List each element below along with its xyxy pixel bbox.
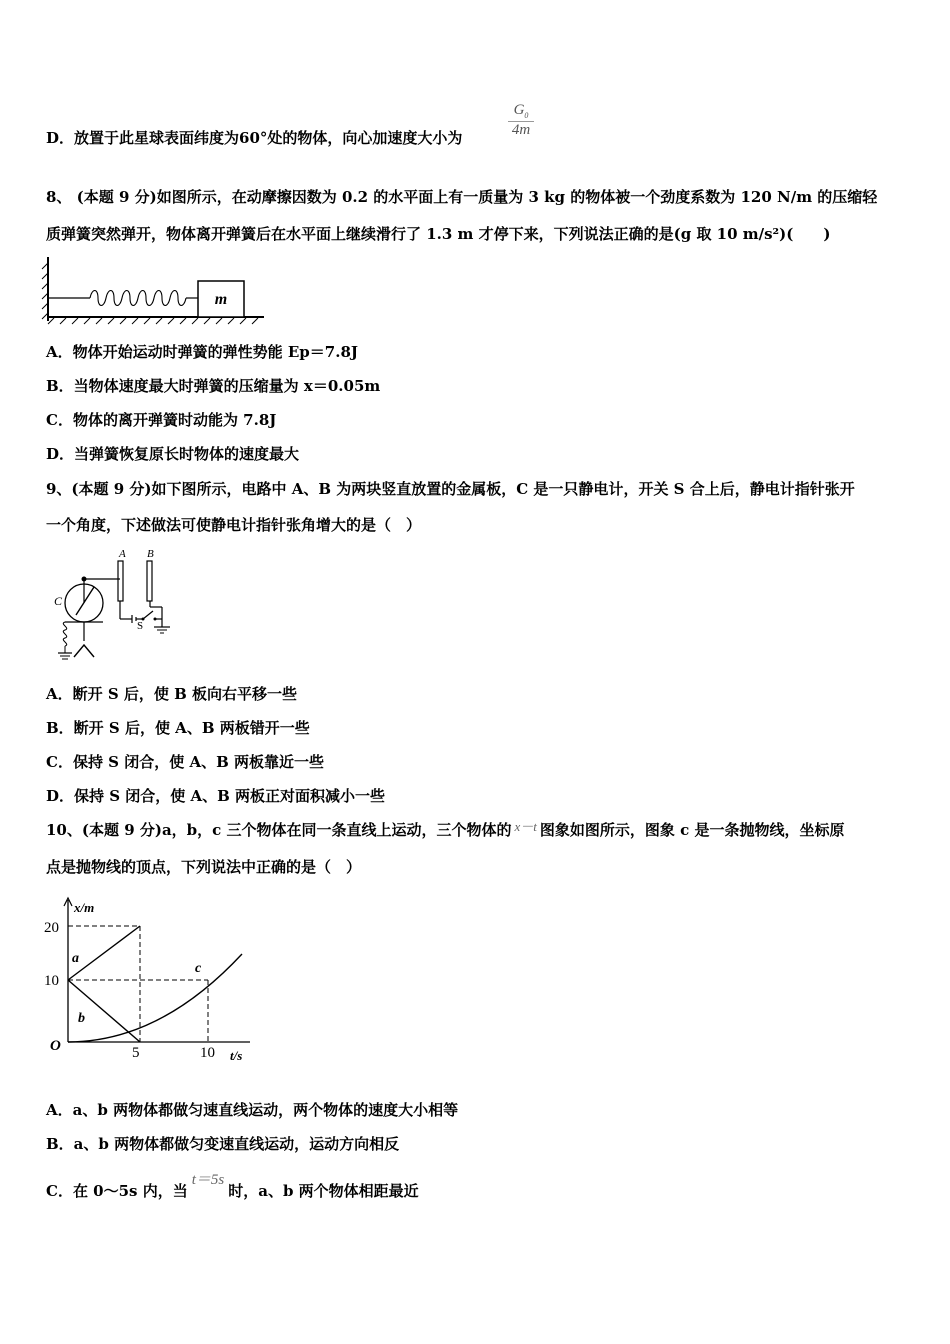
q8-option-b: B．当物体速度最大时弹簧的压缩量为 x＝0.05m bbox=[46, 377, 381, 395]
q10-stem-line1-post: 图象如图所示，图象 c 是一条抛物线，坐标原 bbox=[539, 821, 845, 839]
q9-option-b: B．断开 S 后，使 A、B 两板错开一些 bbox=[46, 719, 310, 737]
q9-label-c: C bbox=[54, 594, 63, 608]
q8-option-a: A．物体开始运动时弹簧的弹性势能 Ep＝7.8J bbox=[46, 343, 358, 361]
q10-origin: O bbox=[50, 1038, 61, 1054]
q7-fraction bbox=[508, 102, 534, 139]
q9-label-s: S bbox=[137, 620, 144, 632]
q7-option-d-text: D．放置于此星球表面纬度为60°处的物体，向心加速度大小为 bbox=[46, 129, 463, 147]
q9-stem-line1: 9、(本题 9 分)如下图所示，电路中 A、B 为两块竖直放置的金属板，C 是一只静电计，开关 S 合上后，静电计指针张开 bbox=[46, 480, 855, 498]
q10-stem-line2: 点是抛物线的顶点，下列说法中正确的是（ ） bbox=[46, 858, 362, 876]
q10-option-b: B．a、b 两物体都做匀变速直线运动，运动方向相反 bbox=[46, 1135, 400, 1153]
q10-stem-math: x－t bbox=[514, 819, 537, 834]
q8-stem-line1: 8、 (本题 9 分)如图所示，在动摩擦因数为 0.2 的水平面上有一质量为 3 kg 的物体被一个劲度系数为 120 N/m 的压缩轻 bbox=[46, 188, 878, 206]
q10-curve-a-label: a bbox=[72, 951, 79, 966]
q10-ytick-20: 20 bbox=[44, 920, 59, 936]
q10-option-c bbox=[46, 1172, 419, 1202]
q7-frac-den: 4m bbox=[511, 122, 531, 138]
q10-option-c-pre: C．在 0～5s 内，当 bbox=[46, 1182, 188, 1200]
q8-spring-figure bbox=[40, 255, 270, 327]
q10-curve-b-label: b bbox=[78, 1011, 85, 1026]
q7-option-d bbox=[46, 128, 462, 148]
q8-option-c: C．物体的离开弹簧时动能为 7.8J bbox=[46, 411, 277, 429]
q10-option-c-math: t＝5s bbox=[191, 1172, 225, 1188]
q10-ylabel: x/m bbox=[74, 900, 95, 915]
q8-option-d: D．当弹簧恢复原长时物体的速度最大 bbox=[46, 445, 300, 463]
q9-option-d: D．保持 S 闭合，使 A、B 两板正对面积减小一些 bbox=[46, 787, 386, 805]
q9-option-a: A．断开 S 后，使 B 板向右平移一些 bbox=[46, 685, 298, 703]
q10-option-a: A．a、b 两物体都做匀速直线运动，两个物体的速度大小相等 bbox=[46, 1101, 459, 1119]
q9-label-a: A bbox=[119, 548, 126, 560]
q9-label-b: B bbox=[147, 548, 154, 560]
q7-frac-num-sub: 0 bbox=[524, 111, 529, 120]
q10-stem-line1 bbox=[46, 820, 845, 841]
q9-circuit-figure bbox=[40, 545, 180, 667]
q10-xtick-5: 5 bbox=[132, 1045, 140, 1061]
q9-stem-line2: 一个角度，下述做法可使静电计指针张角增大的是（ ） bbox=[46, 516, 422, 534]
q8-mass-label: m bbox=[214, 291, 228, 308]
q10-xt-graph bbox=[40, 892, 260, 1067]
q10-stem-line1-pre: 10、(本题 9 分)a，b，c 三个物体在同一条直线上运动，三个物体的 bbox=[46, 821, 512, 839]
q10-ytick-10: 10 bbox=[44, 973, 59, 989]
q10-option-c-post: 时，a、b 两个物体相距最近 bbox=[228, 1182, 419, 1200]
q10-xlabel: t/s bbox=[230, 1048, 243, 1063]
q8-stem-line2: 质弹簧突然弹开，物体离开弹簧后在水平面上继续滑行了 1.3 m 才停下来，下列说法正确的是(g 取 10 m/s²)( ) bbox=[46, 225, 831, 243]
q7-frac-num: G bbox=[513, 102, 525, 118]
q10-xtick-10: 10 bbox=[200, 1045, 215, 1061]
q9-option-c: C．保持 S 闭合，使 A、B 两板靠近一些 bbox=[46, 753, 324, 771]
q10-curve-c-label: c bbox=[195, 961, 202, 976]
